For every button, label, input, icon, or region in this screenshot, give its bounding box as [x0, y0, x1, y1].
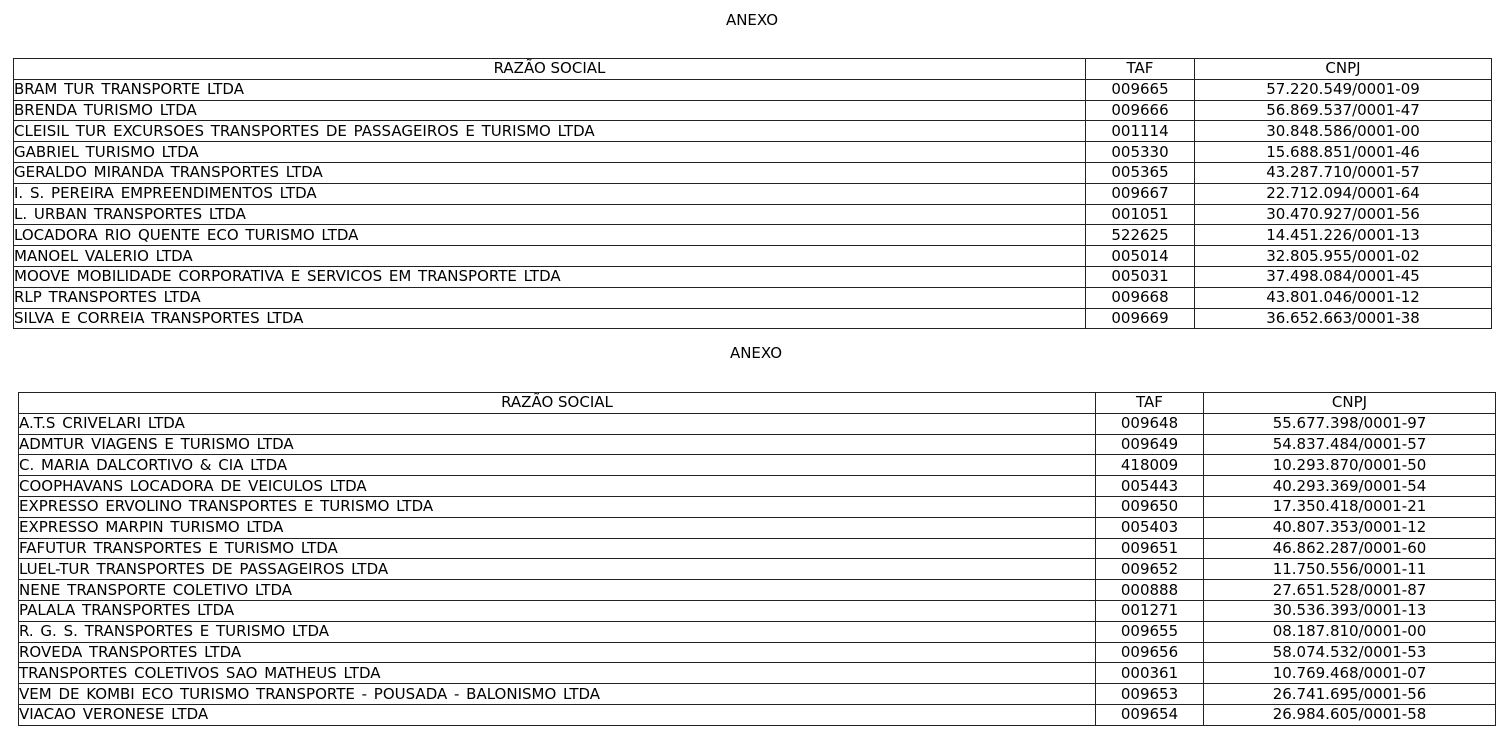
table-row	[19, 517, 1496, 538]
cnpj-cell: 55.677.398/0001-97	[1204, 413, 1496, 434]
taf-cell: 418009	[1096, 455, 1204, 476]
table-row	[14, 287, 1492, 308]
table-row	[14, 142, 1492, 163]
column-header-cnpj: CNPJ	[1195, 59, 1492, 80]
company-name-cell: VEM DE KOMBI ECO TURISMO TRANSPORTE - POUSADA - BALONISMO LTDA	[19, 684, 1096, 705]
table-row	[14, 79, 1492, 100]
cnpj-cell: 26.984.605/0001-58	[1204, 704, 1496, 725]
company-name-cell: I. S. PEREIRA EMPREENDIMENTOS LTDA	[14, 183, 1086, 204]
company-name-cell: EXPRESSO ERVOLINO TRANSPORTES E TURISMO LTDA	[19, 496, 1096, 517]
cnpj-cell: 22.712.094/0001-64	[1195, 183, 1492, 204]
company-name-cell: SILVA E CORREIA TRANSPORTES LTDA	[14, 308, 1086, 329]
cnpj-cell: 40.293.369/0001-54	[1204, 476, 1496, 497]
taf-cell: 001271	[1096, 600, 1204, 621]
table-row	[14, 162, 1492, 183]
company-name-cell: COOPHAVANS LOCADORA DE VEICULOS LTDA	[19, 476, 1096, 497]
table-row	[19, 580, 1496, 601]
table-row	[19, 413, 1496, 434]
company-name-cell: EXPRESSO MARPIN TURISMO LTDA	[19, 517, 1096, 538]
company-name-cell: C. MARIA DALCORTIVO & CIA LTDA	[19, 455, 1096, 476]
company-name-cell: R. G. S. TRANSPORTES E TURISMO LTDA	[19, 621, 1096, 642]
table-row	[19, 476, 1496, 497]
taf-cell: 009651	[1096, 538, 1204, 559]
company-name-cell: BRAM TUR TRANSPORTE LTDA	[14, 79, 1086, 100]
cnpj-cell: 43.801.046/0001-12	[1195, 287, 1492, 308]
cnpj-cell: 30.848.586/0001-00	[1195, 121, 1492, 142]
taf-cell: 001114	[1086, 121, 1195, 142]
column-header-taf: TAF	[1096, 393, 1204, 414]
company-name-cell: PALALA TRANSPORTES LTDA	[19, 600, 1096, 621]
taf-cell: 005014	[1086, 246, 1195, 267]
taf-cell: 009666	[1086, 100, 1195, 121]
table-row	[19, 600, 1496, 621]
taf-cell: 005403	[1096, 517, 1204, 538]
cnpj-cell: 14.451.226/0001-13	[1195, 225, 1492, 246]
annex-title: ANEXO	[725, 11, 779, 29]
company-name-cell: MOOVE MOBILIDADE CORPORATIVA E SERVICOS EM TRANSPORTE LTDA	[14, 266, 1086, 287]
table-header-row	[19, 393, 1496, 414]
cnpj-cell: 27.651.528/0001-87	[1204, 580, 1496, 601]
table-row	[19, 496, 1496, 517]
annex-table	[13, 58, 1492, 329]
taf-cell: 005365	[1086, 162, 1195, 183]
taf-cell: 009668	[1086, 287, 1195, 308]
table-row	[14, 100, 1492, 121]
table-row	[14, 121, 1492, 142]
cnpj-cell: 30.536.393/0001-13	[1204, 600, 1496, 621]
company-name-cell: GERALDO MIRANDA TRANSPORTES LTDA	[14, 162, 1086, 183]
cnpj-cell: 58.074.532/0001-53	[1204, 642, 1496, 663]
company-name-cell: VIACAO VERONESE LTDA	[19, 704, 1096, 725]
column-header-taf: TAF	[1086, 59, 1195, 80]
company-name-cell: FAFUTUR TRANSPORTES E TURISMO LTDA	[19, 538, 1096, 559]
table-header-row	[14, 59, 1492, 80]
cnpj-cell: 46.862.287/0001-60	[1204, 538, 1496, 559]
column-header-cnpj: CNPJ	[1204, 393, 1496, 414]
taf-cell: 000888	[1096, 580, 1204, 601]
company-name-cell: L. URBAN TRANSPORTES LTDA	[14, 204, 1086, 225]
table-row	[14, 204, 1492, 225]
taf-cell: 005443	[1096, 476, 1204, 497]
taf-cell: 009649	[1096, 434, 1204, 455]
table-row	[19, 559, 1496, 580]
cnpj-cell: 43.287.710/0001-57	[1195, 162, 1492, 183]
company-name-cell: LOCADORA RIO QUENTE ECO TURISMO LTDA	[14, 225, 1086, 246]
table-row	[19, 434, 1496, 455]
table-row	[19, 704, 1496, 725]
company-name-cell: TRANSPORTES COLETIVOS SAO MATHEUS LTDA	[19, 663, 1096, 684]
cnpj-cell: 57.220.549/0001-09	[1195, 79, 1492, 100]
company-name-cell: MANOEL VALERIO LTDA	[14, 246, 1086, 267]
table-row	[14, 266, 1492, 287]
cnpj-cell: 10.293.870/0001-50	[1204, 455, 1496, 476]
taf-cell: 005031	[1086, 266, 1195, 287]
cnpj-cell: 30.470.927/0001-56	[1195, 204, 1492, 225]
annex-table	[18, 392, 1496, 726]
taf-cell: 009648	[1096, 413, 1204, 434]
company-name-cell: ADMTUR VIAGENS E TURISMO LTDA	[19, 434, 1096, 455]
cnpj-cell: 54.837.484/0001-57	[1204, 434, 1496, 455]
cnpj-cell: 40.807.353/0001-12	[1204, 517, 1496, 538]
cnpj-cell: 17.350.418/0001-21	[1204, 496, 1496, 517]
company-name-cell: NENE TRANSPORTE COLETIVO LTDA	[19, 580, 1096, 601]
table-row	[14, 246, 1492, 267]
cnpj-cell: 15.688.851/0001-46	[1195, 142, 1492, 163]
cnpj-cell: 26.741.695/0001-56	[1204, 684, 1496, 705]
company-name-cell: A.T.S CRIVELARI LTDA	[19, 413, 1096, 434]
company-name-cell: GABRIEL TURISMO LTDA	[14, 142, 1086, 163]
column-header-razao-social: RAZÃO SOCIAL	[14, 59, 1086, 80]
taf-cell: 009653	[1096, 684, 1204, 705]
cnpj-cell: 37.498.084/0001-45	[1195, 266, 1492, 287]
table-row	[19, 684, 1496, 705]
company-name-cell: BRENDA TURISMO LTDA	[14, 100, 1086, 121]
taf-cell: 009669	[1086, 308, 1195, 329]
taf-cell: 001051	[1086, 204, 1195, 225]
taf-cell: 522625	[1086, 225, 1195, 246]
table-row	[19, 642, 1496, 663]
taf-cell: 009655	[1096, 621, 1204, 642]
taf-cell: 005330	[1086, 142, 1195, 163]
taf-cell: 009650	[1096, 496, 1204, 517]
table-row	[14, 183, 1492, 204]
table-row	[19, 538, 1496, 559]
cnpj-cell: 11.750.556/0001-11	[1204, 559, 1496, 580]
taf-cell: 000361	[1096, 663, 1204, 684]
column-header-razao-social: RAZÃO SOCIAL	[19, 393, 1096, 414]
taf-cell: 009665	[1086, 79, 1195, 100]
cnpj-cell: 36.652.663/0001-38	[1195, 308, 1492, 329]
table-row	[19, 663, 1496, 684]
cnpj-cell: 32.805.955/0001-02	[1195, 246, 1492, 267]
table-row	[14, 225, 1492, 246]
company-name-cell: RLP TRANSPORTES LTDA	[14, 287, 1086, 308]
company-name-cell: LUEL-TUR TRANSPORTES DE PASSAGEIROS LTDA	[19, 559, 1096, 580]
taf-cell: 009652	[1096, 559, 1204, 580]
table-row	[19, 621, 1496, 642]
taf-cell: 009667	[1086, 183, 1195, 204]
company-name-cell: CLEISIL TUR EXCURSOES TRANSPORTES DE PASSAGEIROS E TURISMO LTDA	[14, 121, 1086, 142]
cnpj-cell: 56.869.537/0001-47	[1195, 100, 1492, 121]
annex-title: ANEXO	[729, 344, 783, 362]
taf-cell: 009654	[1096, 704, 1204, 725]
table-row	[14, 308, 1492, 329]
cnpj-cell: 08.187.810/0001-00	[1204, 621, 1496, 642]
company-name-cell: ROVEDA TRANSPORTES LTDA	[19, 642, 1096, 663]
cnpj-cell: 10.769.468/0001-07	[1204, 663, 1496, 684]
taf-cell: 009656	[1096, 642, 1204, 663]
table-row	[19, 455, 1496, 476]
